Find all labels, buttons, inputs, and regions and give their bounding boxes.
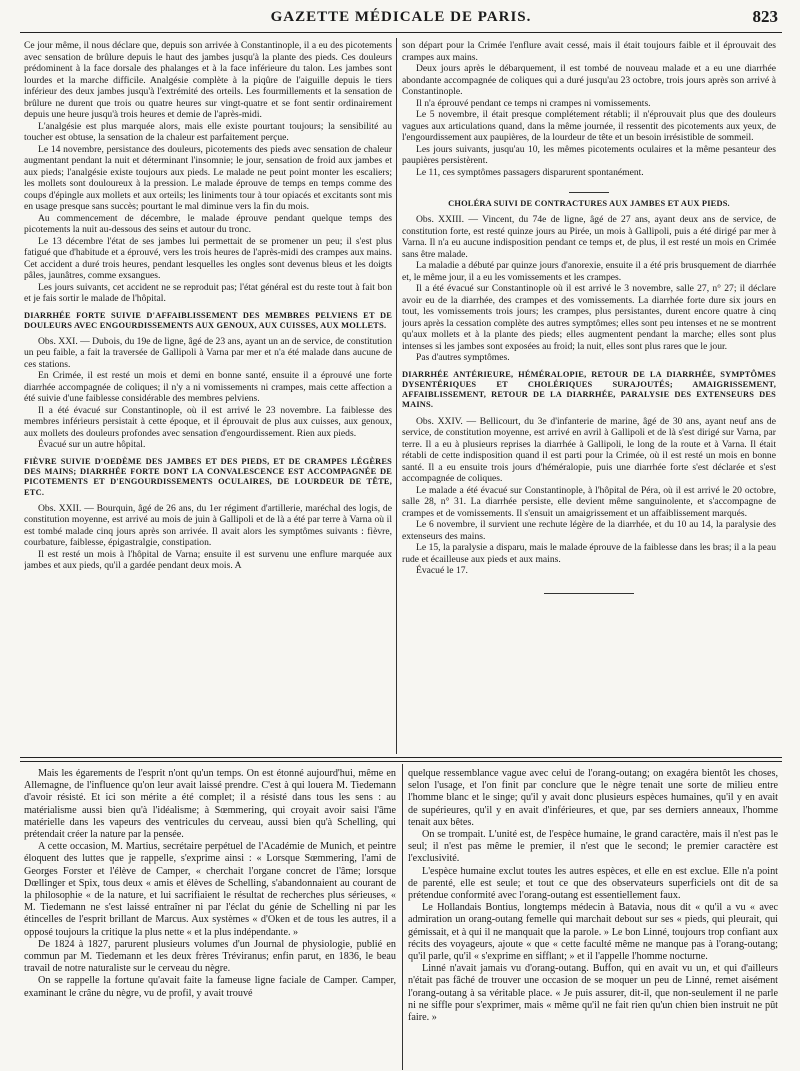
running-header xyxy=(20,6,782,33)
paragraph: Il a été évacué sur Constantinople, où il est arrivé le 23 novembre. La faiblesse des membres inférieurs persistait à cette époque, et il éprouvait de plus aux cuisses, aux genoux, aux mollets des douleurs profondes avec sensation d'engourdissement. Rien aux pieds. xyxy=(24,404,392,439)
paragraph: Il est resté un mois à l'hôpital de Varna; ensuite il est survenu une enflure marquée aux jambes et aux pieds, qu'il a gardée pendant deux mois. A xyxy=(24,548,392,572)
section-heading: DIARRHÉE ANTÉRIEURE, HÉMÉRALOPIE, RETOUR DE LA DIARRHÉE, SYMPTÔMES DYSENTÉRIQUES ET CHOLÉRIQUES SURAJOUTÉS; AMAIGRISSEMENT, AFFAIBLISSEMENT, RETOUR DE LA DIARRHÉE, PARALYSIE DES EXTENSEURS DES MAINS. xyxy=(402,369,776,410)
paragraph: Les jours suivants, cet accident ne se reproduit pas; l'état général est du reste tout à fait bon et je fais sortir le malade de l'hôpital. xyxy=(24,281,392,304)
paragraph: Il n'a éprouvé pendant ce temps ni crampes ni vomissements. xyxy=(416,97,651,109)
paragraph: Évacué sur un autre hôpital. xyxy=(38,439,146,451)
paragraph: quelque ressemblance vague avec celui de l'orang-outang; on exagéra bientôt les choses, selon l'usage, et l'on finit par conclure que le nègre tenait une sorte de milieu entre l'homme blanc et le singe; qu'il y avait donc plusieurs espèces humaines, qu'il y en avait de supérieures, qu'il y en avait d'inférieures, et que, par ses derniers anneaux, l'homme tenait aux bêtes. xyxy=(408,768,778,828)
section-heading: CHOLÉRA SUIVI DE CONTRACTURES AUX JAMBES ET AUX PIEDS. xyxy=(448,199,730,208)
journal-title: GAZETTE MÉDICALE DE PARIS. xyxy=(270,9,532,25)
paragraph: En Crimée, il est resté un mois et demi en bonne santé, ensuite il a éprouvé une forte diarrhée accompagnée de coliques; il n'y a ni vomissements ni crampes, mais cette affection a été suivie d'une faiblesse considérable des membres pelviens. xyxy=(24,370,392,405)
section-heading: DIARRHÉE FORTE SUIVIE D'AFFAIBLISSEMENT DES MEMBRES PELVIENS ET DE DOULEURS AVEC ENGOURDISSEMENTS AUX GENOUX, AUX CUISSES, AUX MOLLETS. xyxy=(24,310,392,330)
paragraph: Mais les égarements de l'esprit n'ont qu'un temps. On est étonné aujourd'hui, même en Allemagne, de l'influence qu'on leur avait laissé prendre. C'est à qui louera M. Tiedemann d'avoir résisté. Et ici son mérite a été complet; il a résisté dans tous les sens : au matérialisme aussi bien qu'à l'idéalisme; à Sœmmering, qui croyait avoir saisi l'âme matérielle dans les vapeurs des ventricules du cerveau, aussi bien qu'à Schelling, qui prétendait créer la nature par la pensée. xyxy=(24,768,396,841)
paragraph: Le 13 décembre l'état de ses jambes lui permettait de se promener un peu; il s'est plus fatigué que d'habitude et a éprouvé, vers les trois heures de l'après-midi des crampes aux mains. Cet accident a duré trois heures, pendant lesquelles les ongles sont devenus bleus et les doigts pâles, jaunâtres, comme exsangues. xyxy=(24,235,392,281)
paragraph: Le malade a été évacué sur Constantinople, à l'hôpital de Péra, où il est arrivé le 20 octobre, salle 28, n° 31. La diarrhée persiste, elle devient même sanguinolente, et s'accompagne de crampes et de vomissements. Il s'ensuit un amaigrissement et un affaiblissement marqués. xyxy=(402,484,776,519)
paragraph: A cette occasion, M. Martius, secrétaire perpétuel de l'Académie de Munich, et peintre éloquent des luttes que je rappelle, s'exprime ainsi : « Lorsque Sœmmering, l'ami de Georges Forster et l'élève de Camper, « cherchait l'organe concret de l'âme; lorsque Dœllinger et Spix, tous deux « amis et élèves de Schelling, s'abandonnaient au courant de la philosophie « de la nature, et lui sacrifiaient le résultat de recherches plus sérieuses, « M. Tiedemann ne s'est laissé entraîner ni par l'éclat du génie de Schelling ni par les étincelles de l'esprit brillant de Marcus. Aux systèmes « d'Oken et de tous les autres, il a opposé toujours la critique la plus nette « et la plus indépendante. » xyxy=(24,841,396,938)
paragraph: son départ pour la Crimée l'enflure avait cessé, mais il était toujours faible et il éprouvait des crampes aux mains. xyxy=(402,40,776,63)
end-separator-rule xyxy=(544,593,634,594)
paragraph: Il a été évacué sur Constantinople où il est arrivé le 3 novembre, salle 27, n° 27; il déclare avoir eu de la diarrhée, des crampes et des vomissements. La diarrhée forte dure six jours en tout, les vomissements trois jours; les crampes, plus persistantes, durent encore quatre à cinq jours après la cessation complète des autres symptômes; elles sont peu intenses et ne se montrent qu'aux mollets et à la plante des pieds; elles augmentent pendant la marche; elles sont plus intenses si les jambes sont exposées au froid; la nuit, elles sont plus rares que le jour. xyxy=(402,283,776,352)
paragraph: L'espèce humaine exclut toutes les autres espèces, et elle en est exclue. Elle n'a point de parenté, elle est seule; et tout ce que des observateurs superficiels ont dit de sa prétendue conformité avec l'orang-outang est essentiellement faux. xyxy=(408,865,778,902)
feuilleton-rule xyxy=(20,757,782,762)
page-number: 823 xyxy=(752,7,778,26)
observation-paragraph: Obs. XXIV. — Bellicourt, du 3e d'infanterie de marine, âgé de 30 ans, ayant neuf ans de service, de constitution moyenne, est arrivé en avril à Gallipoli et de là s'est dirigé sur Varna, par terre. Il a eu à plusieurs reprises la diarrhée à Gallipoli, le long de la route et à Varna. Il était rétabli de cette indisposition quand il est parti pour la Crimée, où il est resté un mois en bonne santé. Il a eu ensuite trois jours d'héméralopie, puis une diarrhée forte s'est déclarée et s'est accompagnée de coliques. xyxy=(402,415,776,485)
column-divider xyxy=(396,38,397,754)
paragraph: Linné n'avait jamais vu d'orang-outang. Buffon, qui en avait vu un, et qui d'ailleurs n'était pas fâché de trouver une occasion de se moquer un peu de Linné, remet aisément l'orang-outang à sa véritable place. « Je puis assurer, dit-il, que non-seulement il ne parle ni ne siffle pour s'exprimer, mais « même qu'il ne fait rien qu'un chien bien instruit ne pût faire. » xyxy=(408,963,778,1024)
separator-rule xyxy=(569,192,609,193)
paragraph: Au commencement de décembre, le malade éprouve pendant quelque temps des picotements la nuit au-dessous des seins et autour du tronc. xyxy=(24,212,392,235)
paragraph: Deux jours après le débarquement, il est tombé de nouveau malade et a eu une diarrhée abondante accompagnée de coliques qui a duré jusqu'au 23 octobre, trois jours après son arrivé à Constantinople. xyxy=(402,63,776,97)
feuilleton-left-column xyxy=(24,768,396,1068)
column-divider xyxy=(402,764,403,1070)
paragraph: On se rappelle la fortune qu'avait faite la fameuse ligne faciale de Camper. Camper, examinant le crâne du nègre, vu de profil, y avait trouvé xyxy=(24,975,396,999)
paragraph: Pas d'autres symptômes. xyxy=(416,352,510,364)
paragraph: Le 5 novembre, il était presque complétement rétabli; il n'éprouvait plus que des douleurs vagues aux articulations quand, dans la même journée, il ressentit des picotements aux yeux, de l'engourdissement aux paupières, de la lourdeur de tête et un besoin irrésistible de sommeil. xyxy=(402,109,776,143)
paragraph: On se trompait. L'unité est, de l'espèce humaine, le grand caractère, mais il n'est pas le seul; il n'est pas même le premier, il n'est que le second; le premier caractère est l'exclusivité. xyxy=(408,829,778,865)
top-right-column xyxy=(402,40,776,752)
observation-paragraph: Obs. XXI. — Dubois, du 19e de ligne, âgé de 23 ans, ayant un an de service, de constitution un peu faible, a fait la traversée de Gallipoli à Varna par mer et n'a été malade dans aucune de ces stations. xyxy=(24,335,392,370)
paragraph: Le 6 novembre, il survient une rechute légère de la diarrhée, et du 10 au 14, la paralysie des extenseurs des mains. xyxy=(402,519,776,542)
feuilleton-right-column xyxy=(408,768,778,1068)
paragraph: Le Hollandais Bontius, longtemps médecin à Batavia, nous dit « qu'il a vu « avec admiration un orang-outang femelle qui marchait debout sur ses « pieds, qui pleurait, qui gémissait, et à qui il ne manquait que la parole. » Le bon Linné, toujours trop confiant aux récits des voyageurs, ajoute « que « cette faculté même ne manque pas à l'orang-outang; qu'il parle, qu'il « s'exprime en sifflant; » et il l'appelle l'homme nocturne. xyxy=(408,902,778,963)
paragraph: Le 14 novembre, persistance des douleurs, picotements des pieds avec sensation de chaleur augmentant pendant la nuit et déterminant l'insomnie; le jour, sensation de froid aux jambes et aux pieds; l'analgésie existe toujours aux pieds. Le malade ne peut point monter les escaliers; les mollets sont douloureux à la pression. Le malade éprouve de temps en temps comme des coups d'épingle aux mollets et aux orteils; les liniments tour à tour opiacés et excitants sont mis en usage presque sans succès; pourtant le mal diminue vers la fin du mois. xyxy=(24,143,392,212)
observation-paragraph: Obs. XXII. — Bourquin, âgé de 26 ans, du 1er régiment d'artillerie, maréchal des logis, de constitution moyenne, est arrivé au mois de juin à Gallipoli et de là a été par terre à Varna où il est tombé malade cinq jours après son arrivée. Il avait alors les symptômes suivants : fièvre, courbature, faiblesse, épigastralgie, constipation. xyxy=(24,502,392,549)
observation-paragraph: Obs. XXIII. — Vincent, du 74e de ligne, âgé de 27 ans, ayant deux ans de service, de constitution forte, est resté quinze jours au Pirée, un mois à Gallipoli, puis a été dirigé par mer à Varna. Il n'a eu aucune indisposition pendant ce temps et, de plus, il est resté un mois en Crimée sans être malade. xyxy=(402,214,776,260)
paragraph: Évacué le 17. xyxy=(416,565,468,577)
paragraph: Ce jour même, il nous déclare que, depuis son arrivée à Constantinople, il a eu des picotements avec sensation de brûlure depuis le haut des jambes jusqu'à la plante des pieds. Ces douleurs prédominent à la face dorsale des phalanges et à la face inférieure du talon. Les jambes sont lourdes et la marche difficile. Analgésie complète à la piqûre de l'aiguille depuis le tiers inférieur des deux jambes jusqu'à l'extrémité des orteils. Les fourmillements et la sensation de brûlure ne durent que trois ou quatre heures sur vingt-quatre et se font sentir ordinairement depuis une heure jusqu'à trois heures et demie de l'après-midi. xyxy=(24,40,392,120)
paragraph: La maladie a débuté par quinze jours d'anorexie, ensuite il a été pris brusquement de diarrhée et, le même jour, il a eu les vomissements et les crampes. xyxy=(402,260,776,283)
paragraph: De 1824 à 1827, parurent plusieurs volumes d'un Journal de physiologie, publié en commun par M. Tiedemann et les deux frères Tréviranus; enfin parut, en 1836, le beau travail de notre naturaliste sur le cerveau du nègre. xyxy=(24,938,396,975)
paragraph: L'analgésie est plus marquée alors, mais elle existe pourtant toujours; la sensibilité au toucher est obtuse, la sensation de la chaleur est parfaitement perçue. xyxy=(24,120,392,143)
paragraph: Les jours suivants, jusqu'au 10, les mêmes picotements oculaires et la même pesanteur des paupières persistèrent. xyxy=(402,143,776,166)
paragraph: Le 15, la paralysie a disparu, mais le malade éprouve de la faiblesse dans les bras; il a la peau rude et écailleuse aux pieds et aux mains. xyxy=(402,542,776,565)
section-heading: FIÈVRE SUIVIE D'OEDÈME DES JAMBES ET DES PIEDS, ET DE CRAMPES LÉGÈRES DES MAINS; DIARRHÉE FORTE DONT LA CONVALESCENCE EST ACCOMPAGNÉE DE PICOTEMENTS ET D'ENGOURDISSEMENTS OCULAIRES, DE LOURDEUR DE TÊTE, ETC. xyxy=(24,456,392,497)
top-left-column xyxy=(24,40,392,752)
paragraph: Le 11, ces symptômes passagers disparurent spontanément. xyxy=(416,166,644,178)
